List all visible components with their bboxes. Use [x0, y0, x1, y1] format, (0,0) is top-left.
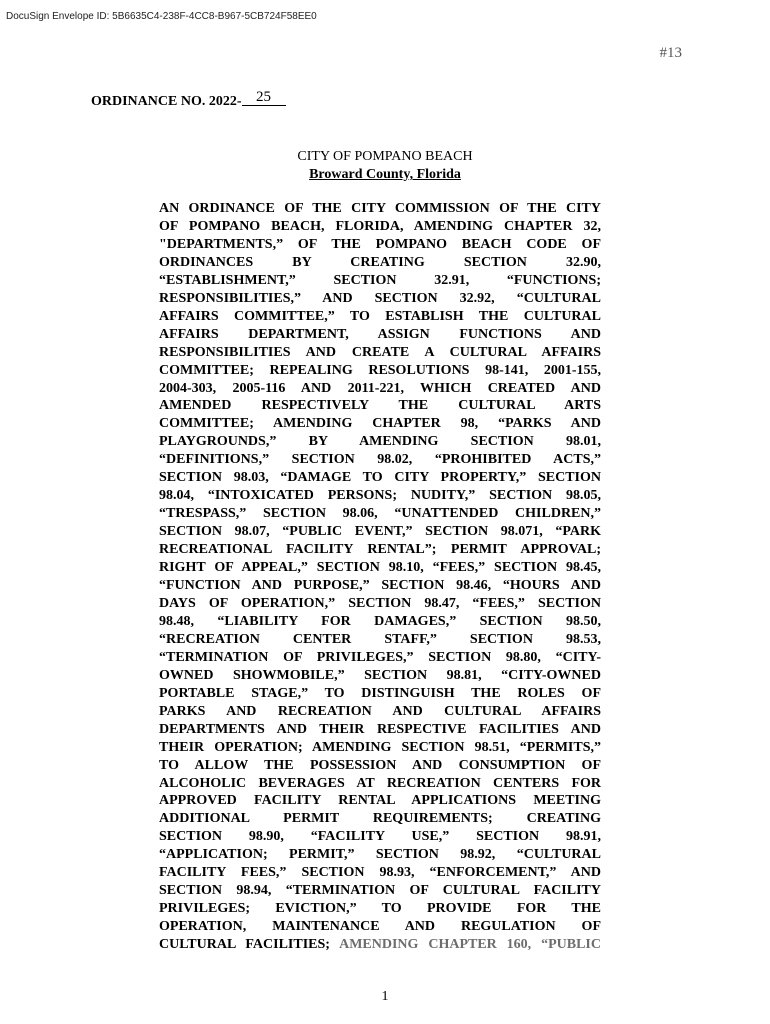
title-line: SECTION 98.03, “DAMAGE TO CITY PROPERTY,” SECTION	[159, 470, 601, 486]
title-line: COMMITTEE; REPEALING RESOLUTIONS 98-141, 2001-155,	[159, 362, 601, 378]
title-line: DAYS OF OPERATION,” SECTION 98.47, “FEES,” SECTION	[159, 595, 601, 611]
ordinance-title	[159, 200, 601, 954]
title-line: OWNED SHOWMOBILE,” SECTION 98.81, “CITY-OWNED	[159, 667, 601, 683]
title-line: AMENDED RESPECTIVELY THE CULTURAL ARTS	[159, 398, 601, 414]
title-line: PORTABLE STAGE,” TO DISTINGUISH THE ROLES OF	[159, 685, 601, 701]
title-line: RECREATIONAL FACILITY RENTAL”; PERMIT APPROVAL;	[159, 542, 601, 558]
title-line: ORDINANCES BY CREATING SECTION 32.90,	[159, 254, 601, 270]
title-line: “APPLICATION; PERMIT,” SECTION 98.92, “CULTURAL	[159, 847, 601, 863]
ordinance-prefix: ORDINANCE NO. 2022-	[91, 94, 242, 109]
title-line: APPROVED FACILITY RENTAL APPLICATIONS MEETING	[159, 793, 601, 809]
title-line: RESPONSIBILITIES AND CREATE A CULTURAL AFFAIRS	[159, 344, 601, 360]
title-line: RIGHT OF APPEAL,” SECTION 98.10, “FEES,” SECTION 98.45,	[159, 560, 601, 576]
title-line: 98.48, “LIABILITY FOR DAMAGES,” SECTION 98.50,	[159, 613, 601, 629]
title-line: OF POMPANO BEACH, FLORIDA, AMENDING CHAPTER 32,	[159, 218, 601, 234]
title-line: “TERMINATION OF PRIVILEGES,” SECTION 98.80, “CITY-	[159, 649, 601, 665]
title-line: AFFAIRS COMMITTEE,” TO ESTABLISH THE CULTURAL	[159, 308, 601, 324]
title-line-last	[159, 936, 601, 954]
page-number: 1	[381, 989, 389, 1004]
title-line: SECTION 98.94, “TERMINATION OF CULTURAL FACILITY	[159, 883, 601, 899]
title-line: PLAYGROUNDS,” BY AMENDING SECTION 98.01,	[159, 434, 601, 450]
title-line: 98.04, “INTOXICATED PERSONS; NUDITY,” SECTION 98.05,	[159, 488, 601, 504]
title-line: SECTION 98.90, “FACILITY USE,” SECTION 98.91,	[159, 829, 601, 845]
title-line: THEIR OPERATION; AMENDING SECTION 98.51, “PERMITS,”	[159, 739, 601, 755]
ordinance-number-value: 25	[242, 89, 286, 106]
title-line: SECTION 98.07, “PUBLIC EVENT,” SECTION 98.071, “PARK	[159, 524, 601, 540]
title-line: OPERATION, MAINTENANCE AND REGULATION OF	[159, 919, 601, 935]
docusign-envelope-id: DocuSign Envelope ID: 5B6635C4-238F-4CC8-B967-5CB724F58EE0	[6, 11, 317, 22]
title-line: RESPONSIBILITIES,” AND SECTION 32.92, “CULTURAL	[159, 290, 601, 306]
title-line: PRIVILEGES; EVICTION,” TO PROVIDE FOR THE	[159, 901, 601, 917]
title-line: AFFAIRS DEPARTMENT, ASSIGN FUNCTIONS AND	[159, 326, 601, 342]
title-line: “FUNCTION AND PURPOSE,” SECTION 98.46, “HOURS AND	[159, 578, 601, 594]
title-line: DEPARTMENTS AND THEIR RESPECTIVE FACILITIES AND	[159, 721, 601, 737]
title-line: AN ORDINANCE OF THE CITY COMMISSION OF THE CITY	[159, 201, 601, 216]
title-line: COMMITTEE; AMENDING CHAPTER 98, “PARKS AND	[159, 416, 601, 432]
title-line-faded-segment: AMENDING CHAPTER 160, “PUBLIC	[339, 937, 601, 953]
title-line: FACILITY FEES,” SECTION 98.93, “ENFORCEMENT,” AND	[159, 865, 601, 881]
title-line: "DEPARTMENTS,” OF THE POMPANO BEACH CODE OF	[159, 236, 601, 252]
title-line: “DEFINITIONS,” SECTION 98.02, “PROHIBITED ACTS,”	[159, 452, 601, 468]
title-line: TO ALLOW THE POSSESSION AND CONSUMPTION OF	[159, 757, 601, 773]
title-line: “ESTABLISHMENT,” SECTION 32.91, “FUNCTIONS;	[159, 272, 601, 288]
title-line: 2004-303, 2005-116 AND 2011-221, WHICH CREATED AND	[159, 380, 601, 396]
title-line: “RECREATION CENTER STAFF,” SECTION 98.53,	[159, 631, 601, 647]
page-label: #13	[659, 45, 682, 61]
title-line: ADDITIONAL PERMIT REQUIREMENTS; CREATING	[159, 811, 601, 827]
ordinance-number	[91, 89, 286, 110]
title-line: PARKS AND RECREATION AND CULTURAL AFFAIRS	[159, 703, 601, 719]
title-line: “TRESPASS,” SECTION 98.06, “UNATTENDED CHILDREN,”	[159, 506, 601, 522]
title-line-segment: CULTURAL FACILITIES;	[159, 937, 330, 953]
title-line: ALCOHOLIC BEVERAGES AT RECREATION CENTERS FOR	[159, 775, 601, 791]
city-name: CITY OF POMPANO BEACH	[297, 149, 473, 164]
county-name: Broward County, Florida	[309, 167, 461, 182]
